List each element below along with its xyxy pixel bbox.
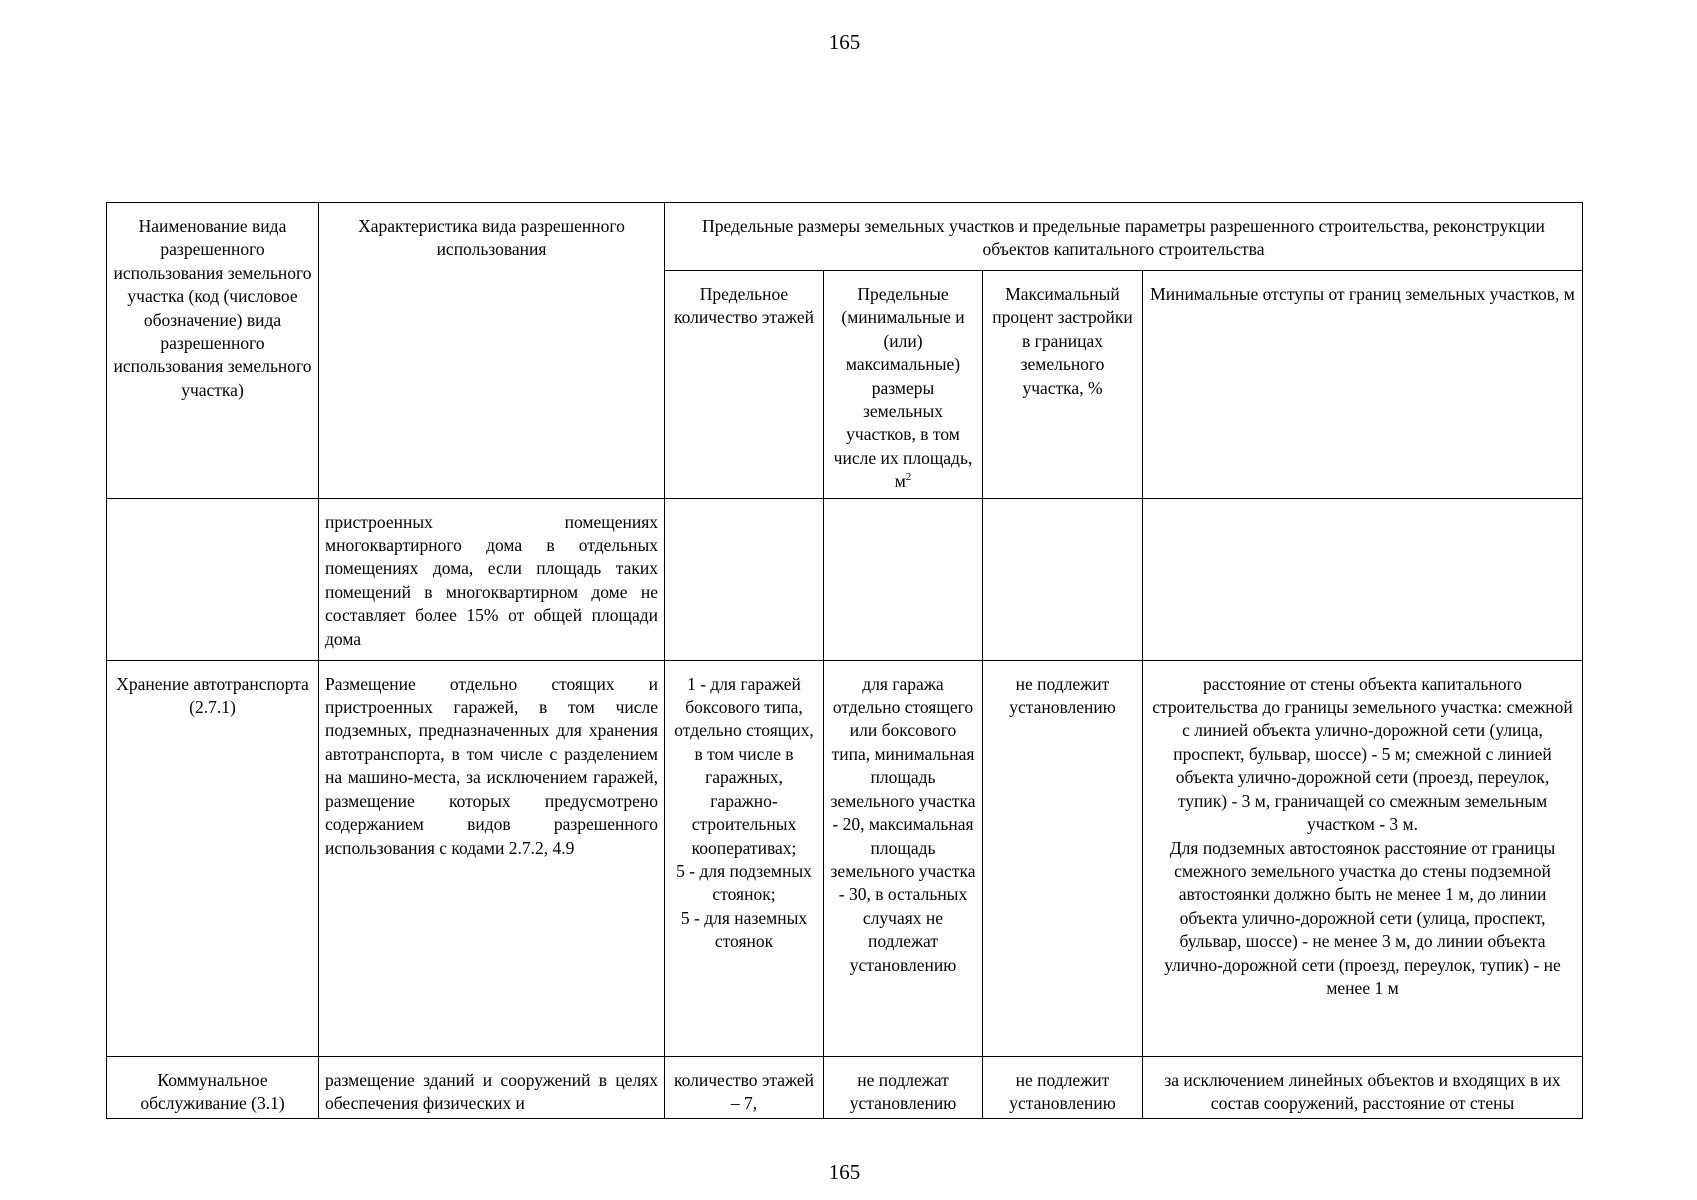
header-floors: Предельное количество этажей <box>665 271 824 499</box>
cell-coverage: не подлежит установлению <box>983 660 1143 1056</box>
cell-floors: количество этажей – 7, <box>665 1056 824 1118</box>
header-coverage: Максимальный процент застройки в границах земельного участка, % <box>983 271 1143 499</box>
table-row <box>107 498 1583 660</box>
cell-coverage <box>983 498 1143 660</box>
cell-floors: 1 - для гаражей боксового типа, отдельно стоящих, в том числе в гаражных, гаражно-строительных кооперативах; 5 - для подземных стоянок; 5 - для наземных стоянок <box>665 660 824 1056</box>
cell-coverage: не подлежит установлению <box>983 1056 1143 1118</box>
cell-name <box>107 498 319 660</box>
header-row-1 <box>107 203 1583 271</box>
header-setbacks: Минимальные отступы от границ земельных участков, м <box>1143 271 1583 499</box>
cell-floors <box>665 498 824 660</box>
cell-setbacks <box>1143 498 1583 660</box>
header-characteristic: Характеристика вида разрешенного использования <box>319 203 665 499</box>
header-sizes-superscript: 2 <box>905 471 912 484</box>
page-number-top: 165 <box>828 30 861 54</box>
cell-setbacks: расстояние от стены объекта капитального строительства до границы земельного участка: смежной с линией объекта улично-дорожной сети (улица, проспект, бульвар, шоссе) - 5 м; смежной с линией объекта улично-дорожной сети (проезд, переулок, тупик) - 3 м, граничащей со смежным земельным участком - 3 м. Для подземных автостоянок расстояние от границы смежного земельного участка до стены подземной автостоянки должно быть не менее 1 м, до линии объекта улично-дорожной сети (улица, проспект, бульвар, шоссе) - не менее 3 м, до линии объекта улично-дорожной сети (проезд, переулок, тупик) - не менее 1 м <box>1143 660 1583 1056</box>
cell-sizes: для гаража отдельно стоящего или боксового типа, минимальная площадь земельного участка - 20, максимальная площадь земельного участка - 30, в остальных случаях не подлежат установлению <box>824 660 983 1056</box>
cell-sizes: не подлежат установлению <box>824 1056 983 1118</box>
header-sizes-text: Предельные (минимальные и (или) максимальные) размеры земельных участков, в том числе их площадь, м <box>833 284 973 492</box>
cell-characteristic: пристроенных помещениях многоквартирного дома в отдельных помещениях дома, если площадь таких помещений в многоквартирном доме не составляет более 15% от общей площади дома <box>319 498 665 660</box>
header-name: Наименование вида разрешенного использования земельного участка (код (числовое обозначение) вида разрешенного использования земельного участка) <box>107 203 319 499</box>
table-row <box>107 1056 1583 1118</box>
cell-name: Коммунальное обслуживание (3.1) <box>107 1056 319 1118</box>
page-number-bottom: 165 <box>828 1160 861 1184</box>
cell-setbacks: за исключением линейных объектов и входящих в их состав сооружений, расстояние от стены <box>1143 1056 1583 1118</box>
cell-name: Хранение автотранспорта (2.7.1) <box>107 660 319 1056</box>
header-sizes <box>824 271 983 499</box>
table-row <box>107 660 1583 1056</box>
header-limits-group: Предельные размеры земельных участков и предельные параметры разрешенного строительства, реконструкции объектов капитального строительства <box>665 203 1583 271</box>
cell-characteristic: размещение зданий и сооружений в целях обеспечения физических и <box>319 1056 665 1118</box>
cell-characteristic: Размещение отдельно стоящих и пристроенных гаражей, в том числе подземных, предназначенных для хранения автотранспорта, в том числе с разделением на машино-места, за исключением гаражей, размещение которых предусмотрено содержанием видов разрешенного использования с кодами 2.7.2, 4.9 <box>319 660 665 1056</box>
cell-sizes <box>824 498 983 660</box>
land-use-table <box>106 202 1583 1119</box>
